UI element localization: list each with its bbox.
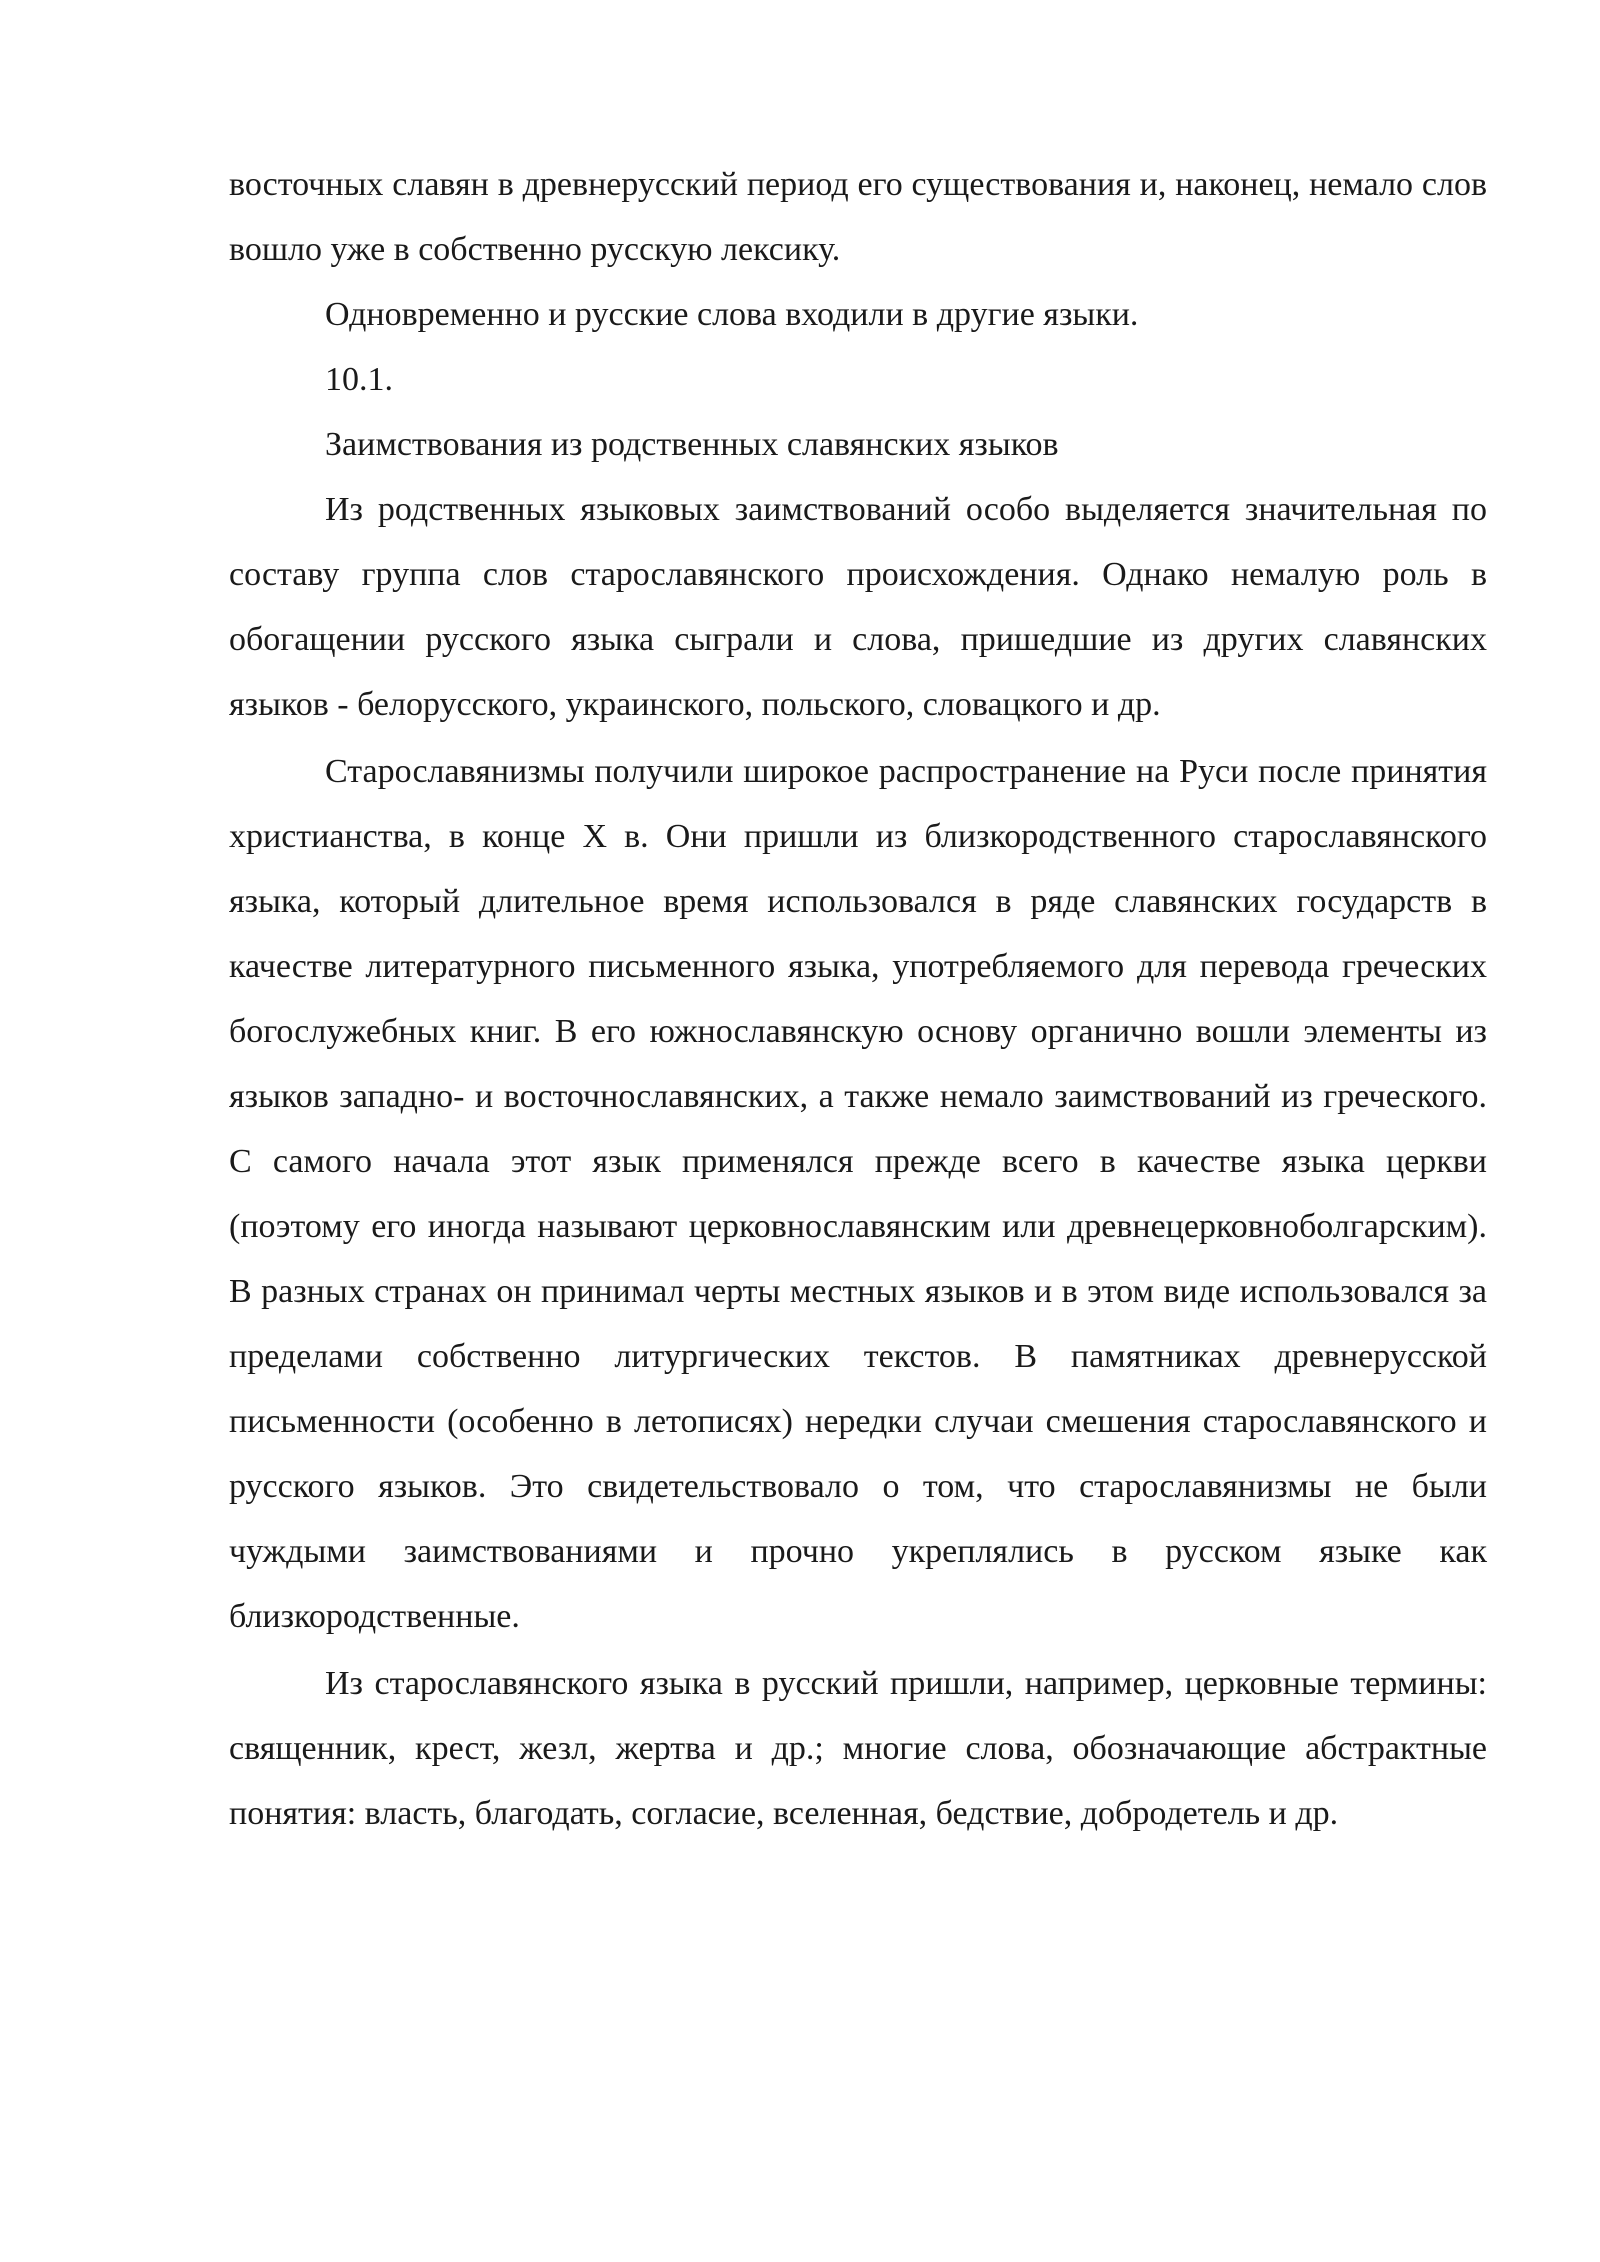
paragraph-church-terms: Из старославянского языка в русский пришли, например, церковные термины: священник, крест, жезл, жертва и др.; многие слова, обозначающие абстрактные понятия: власть, благодать, согласие, вселенная, бедствие, добродетель и др. xyxy=(229,1665,1487,1832)
paragraph-old-slavonicisms: Старославянизмы получили широкое распространение на Руси после принятия христианства, в конце X в. Они пришли из близкородственного старославянского языка, который длительное время использовался в ряде славянских государств в качестве литературного письменного языка, употребляемого для перевода греческих богослужебных книг. В его южнославянскую основу органично вошли элементы из языков западно- и восточнославянских, а также немало заимствований из греческого. С самого начала этот язык применялся прежде всего в качестве языка церкви (поэтому его иногда называют церковнославянским или древнецерковноболгарским). В разных странах он принимал черты местных языков и в этом виде использовался за пределами собственно литургических текстов. В памятниках древнерусской письменности (особенно в летописях) нередки случаи смешения старославянского и русского языков. Это свидетельствовало о том, что старославянизмы не были чуждыми заимствованиями и прочно укреплялись в русском языке как близкородственные. xyxy=(229,753,1487,1635)
paragraph-continuation: восточных славян в древнерусский период его существования и, наконец, немало слов вошло уже в собственно русскую лексику. xyxy=(229,166,1487,268)
paragraph-slavic-borrowings: Из родственных языковых заимствований особо выделяется значительная по составу группа слов старославянского происхождения. Однако немалую роль в обогащении русского языка сыграли и слова, пришедшие из других славянских языков - белорусского, украинского, польского, словацкого и др. xyxy=(229,491,1487,723)
document-body xyxy=(229,152,1487,1846)
section-number: 10.1. xyxy=(325,361,393,398)
section-heading: Заимствования из родственных славянских языков xyxy=(325,426,1059,463)
paragraph-russian-words-abroad: Одновременно и русские слова входили в другие языки. xyxy=(325,296,1139,333)
